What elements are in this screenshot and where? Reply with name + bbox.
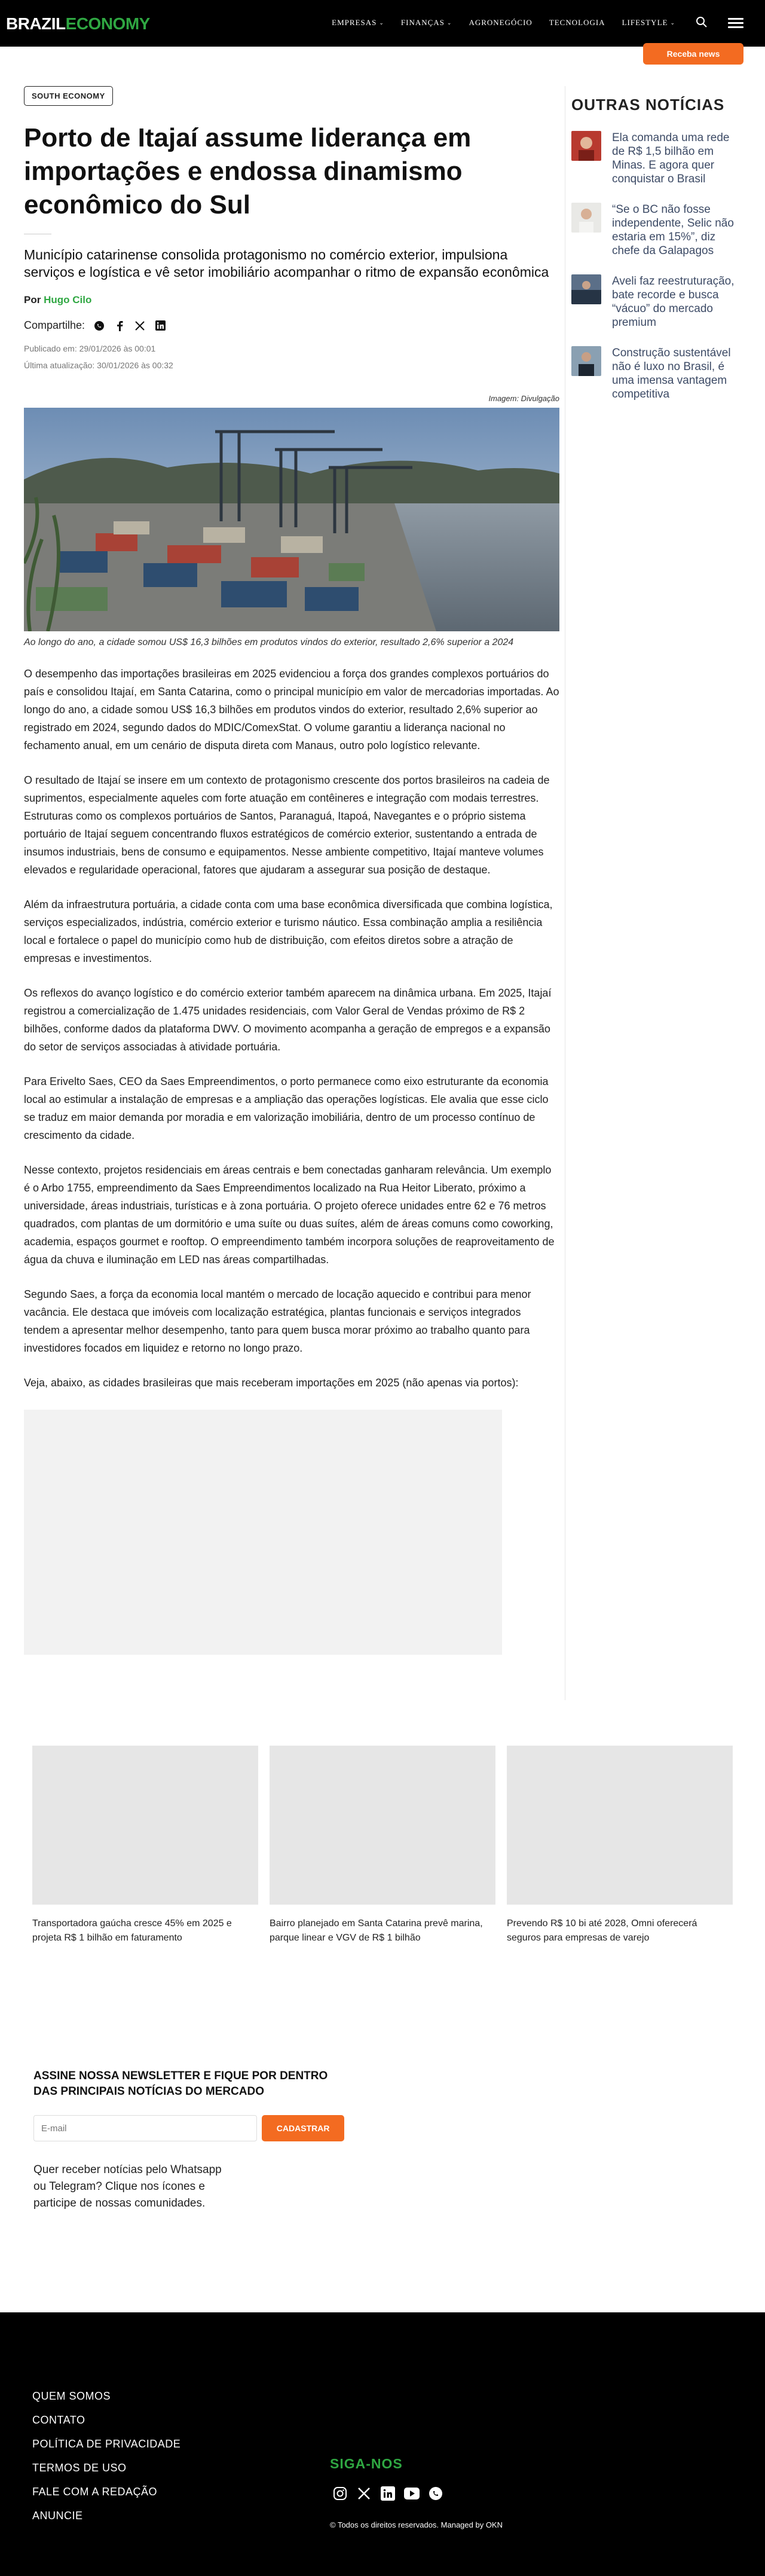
- article-title: Porto de Itajaí assume liderança em importações e endossa dinamismo econômico do Sul: [24, 123, 472, 219]
- paragraph: Além da infraestrutura portuária, a cidade conta com uma base econômica diversificada que combina logística, serviços especializados, indústria, comércio exterior e turismo náutico. Essa combinação amplia a resiliência local e fortalece o papel do município como hub de distribuição, com efeitos diretos sobre a atração de empresas e investimentos.: [24, 899, 553, 964]
- youtube-icon[interactable]: [404, 2486, 420, 2501]
- sidebar-title: [571, 96, 745, 114]
- menu-icon[interactable]: [728, 18, 743, 29]
- chevron-down-icon: ⌄: [379, 19, 384, 26]
- footer-link-anuncie[interactable]: ANUNCIE: [32, 2510, 83, 2522]
- paragraph: Os reflexos do avanço logístico e do comércio exterior também aparecem na dinâmica urbana. Em 2025, Itajaí registrou a comercialização de 1.475 unidades residenciais, com Valor Geral de Vendas próximo de R$ 2 bilhões, conforme dados da plataforma DWV. O movimento acompanha a geração de empregos e a expansão do setor de serviços associadas à atividade portuária.: [24, 987, 552, 1053]
- news-title: Aveli faz reestruturação, bate recorde e busca “vácuo” do mercado premium: [612, 275, 735, 329]
- whatsapp-telegram-text: Quer receber notícias pelo Whatsapp ou Telegram? Clique nos ícones e participe de nossas comunidades.: [33, 2164, 222, 2210]
- footer-link-fale-redacao[interactable]: FALE COM A REDAÇÃO: [32, 2486, 158, 2498]
- x-icon[interactable]: [356, 2486, 372, 2501]
- hero-caption: Ao longo do ano, a cidade somou US$ 16,3 bilhões em produtos vindos do exterior, resultado 2,6% superior a 2024: [24, 637, 514, 647]
- related-card[interactable]: [507, 1746, 733, 1945]
- sidebar-news-item[interactable]: [571, 274, 745, 329]
- article-dates: [24, 340, 559, 374]
- footer-link-contato[interactable]: CONTATO: [32, 2414, 85, 2426]
- facebook-share-icon[interactable]: [114, 320, 126, 332]
- newsletter-form: [33, 2115, 344, 2141]
- whatsapp-icon[interactable]: [428, 2486, 443, 2501]
- sidebar-news-item[interactable]: [571, 203, 745, 258]
- footer-link-privacidade[interactable]: POLÍTICA DE PRIVACIDADE: [32, 2438, 181, 2450]
- nav-label: EMPRESAS: [332, 18, 377, 27]
- sidebar-other-news: [571, 86, 745, 401]
- share-bar: [24, 319, 559, 332]
- news-title: Construção sustentável não é luxo no Brasil, é uma imensa vantagem competitiva: [612, 347, 731, 401]
- instagram-icon[interactable]: [332, 2486, 348, 2501]
- follow-title: SIGA-NOS: [330, 2456, 403, 2471]
- card-title: Bairro planejado em Santa Catarina prevê marina, parque linear e VGV de R$ 1 bilhão: [270, 1918, 483, 1943]
- logo-part-brazil: BRAZIL: [6, 14, 66, 33]
- whatsapp-share-icon[interactable]: [93, 320, 105, 332]
- sidebar-title-light: OUTRAS: [571, 96, 641, 114]
- embedded-chart-placeholder: [24, 1410, 502, 1655]
- nav-item-empresas[interactable]: [332, 18, 384, 27]
- nav-item-lifestyle[interactable]: [622, 18, 675, 27]
- linkedin-icon[interactable]: [380, 2486, 396, 2501]
- card-title: Prevendo R$ 10 bi até 2028, Omni oferecerá seguros para empresas de varejo: [507, 1918, 697, 1943]
- top-bar: [0, 0, 765, 59]
- search-icon[interactable]: [696, 16, 708, 28]
- site-logo[interactable]: [6, 14, 150, 33]
- newsletter-section: [33, 2068, 344, 2212]
- linkedin-share-icon[interactable]: [154, 320, 166, 332]
- nav-item-financas[interactable]: [401, 18, 452, 27]
- published-date: Publicado em: 29/01/2026 às 00:01: [24, 344, 156, 353]
- footer-links: [32, 2390, 180, 2534]
- main-nav: [332, 18, 675, 27]
- paragraph: O resultado de Itajaí se insere em um contexto de protagonismo crescente dos portos brasileiros na cadeia de suprimentos, especialmente aqueles com forte atuação em contêineres e integração com modais terrestres. Estruturas como os complexos portuários de Santos, Paranaguá, Itapoá, Navegantes e o próprio sistema portuário de Itajaí seguem concentrando fluxos estratégicos de comércio exterior, sustentando a entrada de insumos industriais, bens de consumo e equipamentos. Nesse ambiente competitivo, Itajaí manteve volumes elevados e regularidade operacional, fatores que ajudaram a assegurar sua posição de destaque.: [24, 774, 550, 876]
- category-badge[interactable]: SOUTH ECONOMY: [24, 86, 113, 106]
- card-image-placeholder: [270, 1746, 495, 1905]
- sidebar-news-item[interactable]: [571, 131, 745, 186]
- paragraph: Veja, abaixo, as cidades brasileiras que mais receberam importações em 2025 (não apenas via portos):: [24, 1377, 519, 1389]
- nav-item-tecnologia[interactable]: [549, 18, 605, 27]
- card-image-placeholder: [32, 1746, 258, 1905]
- nav-item-agronegocio[interactable]: [469, 18, 532, 27]
- paragraph: Para Erivelto Saes, CEO da Saes Empreendimentos, o porto permanece como eixo estruturante da economia local ao estimular a instalação de empresas e a ampliação das operações logísticas. Ele avalia que esse ciclo se traduz em maior demanda por moradia e em valorização imobiliária, dentro de um processo contínuo de crescimento da cidade.: [24, 1075, 549, 1141]
- updated-date: Última atualização: 30/01/2026 às 00:32: [24, 360, 173, 370]
- nav-label: TECNOLOGIA: [549, 18, 605, 27]
- news-thumbnail: [571, 203, 601, 233]
- news-title: Ela comanda uma rede de R$ 1,5 bilhão em Minas. E agora quer conquistar o Brasil: [612, 132, 730, 185]
- nav-label: FINANÇAS: [400, 18, 445, 27]
- email-input[interactable]: [33, 2115, 257, 2141]
- news-thumbnail: [571, 131, 601, 161]
- share-label: Compartilhe:: [24, 319, 85, 331]
- related-card[interactable]: [32, 1746, 258, 1945]
- chevron-down-icon: ⌄: [446, 19, 452, 26]
- article: [24, 86, 559, 1655]
- card-image-placeholder: [507, 1746, 733, 1905]
- author-prefix: Por: [24, 294, 41, 305]
- author-line: [24, 294, 559, 306]
- card-title: Transportadora gaúcha cresce 45% em 2025 e projeta R$ 1 bilhão em faturamento: [32, 1918, 232, 1943]
- author-link[interactable]: Hugo Cilo: [44, 294, 92, 305]
- cadastrar-button[interactable]: CADASTRAR: [262, 2115, 344, 2141]
- paragraph: O desempenho das importações brasileiras em 2025 evidenciou a força dos grandes complexos portuários do país e consolidou Itajaí, em Santa Catarina, como o principal município em valor de mercadorias importadas. Ao longo do ano, a cidade somou US$ 16,3 bilhões em produtos vindos do exterior, resultado 2,6% superior ao registrado em 2024, segundo dados do MDIC/ComexStat. O volume garantiu a liderança nacional no fechamento anual, em um cenário de disputa direta com Manaus, outro polo logístico relevante.: [24, 668, 559, 751]
- news-title: “Se o BC não fosse independente, Selic não estaria em 15%”, diz chefe da Galapagos: [612, 203, 734, 257]
- logo-part-economy: ECONOMY: [65, 14, 150, 33]
- receba-news-button[interactable]: Receba news: [643, 43, 743, 65]
- newsletter-title: ASSINE NOSSA NEWSLETTER E FIQUE POR DENTRO DAS PRINCIPAIS NOTÍCIAS DO MERCADO: [33, 2070, 328, 2098]
- article-body: [24, 665, 559, 1392]
- x-share-icon[interactable]: [134, 320, 146, 332]
- chevron-down-icon: ⌄: [670, 19, 675, 26]
- news-thumbnail: [571, 346, 601, 376]
- related-card[interactable]: [270, 1746, 495, 1945]
- nav-label: LIFESTYLE: [622, 18, 668, 27]
- sidebar-title-bold: NOTÍCIAS: [645, 96, 725, 114]
- paragraph: Nesse contexto, projetos residenciais em áreas centrais e bem conectadas ganharam relevância. Um exemplo é o Arbo 1755, empreendimento da Saes Empreendimentos localizado na Rua Heitor Liberato, próximo a universidade, áreas industriais, turísticas e à zona portuária. O projeto oferece unidades entre 62 e 76 metros quadrados, com plantas de um dormitório e uma suíte ou duas suítes, além de áreas comuns como coworking, academia, espaços gourmet e rooftop. O empreendimento também incorpora soluções de reaproveitamento de água da chuva e iluminação em LED nas áreas compartilhadas.: [24, 1164, 555, 1266]
- article-subtitle: Município catarinense consolida protagonismo no comércio exterior, impulsiona serviços e logística e vê setor imobiliário acompanhar o ritmo de expansão econômica: [24, 247, 549, 280]
- page-main: [0, 47, 765, 1685]
- site-footer: [0, 2312, 765, 2576]
- news-thumbnail: [571, 274, 601, 304]
- social-icons: [332, 2486, 443, 2501]
- footer-link-quem-somos[interactable]: QUEM SOMOS: [32, 2390, 111, 2402]
- copyright: © Todos os direitos reservados. Managed by OKN: [330, 2520, 503, 2529]
- footer-link-termos[interactable]: TERMOS DE USO: [32, 2462, 127, 2474]
- image-credit: Imagem: Divulgação: [488, 394, 559, 403]
- paragraph: Segundo Saes, a força da economia local mantém o mercado de locação aquecido e contribui para menor vacância. Ele destaca que imóveis com localização estratégica, plantas funcionais e serviços integrados tendem a apresentar melhor desempenho, tanto para quem busca morar próximo ao trabalho quanto para investidores focados em liquidez e retorno no longo prazo.: [24, 1288, 531, 1354]
- hero-image-port: [24, 408, 559, 631]
- sidebar-news-item[interactable]: [571, 346, 745, 401]
- nav-label: AGRONEGÓCIO: [469, 18, 533, 27]
